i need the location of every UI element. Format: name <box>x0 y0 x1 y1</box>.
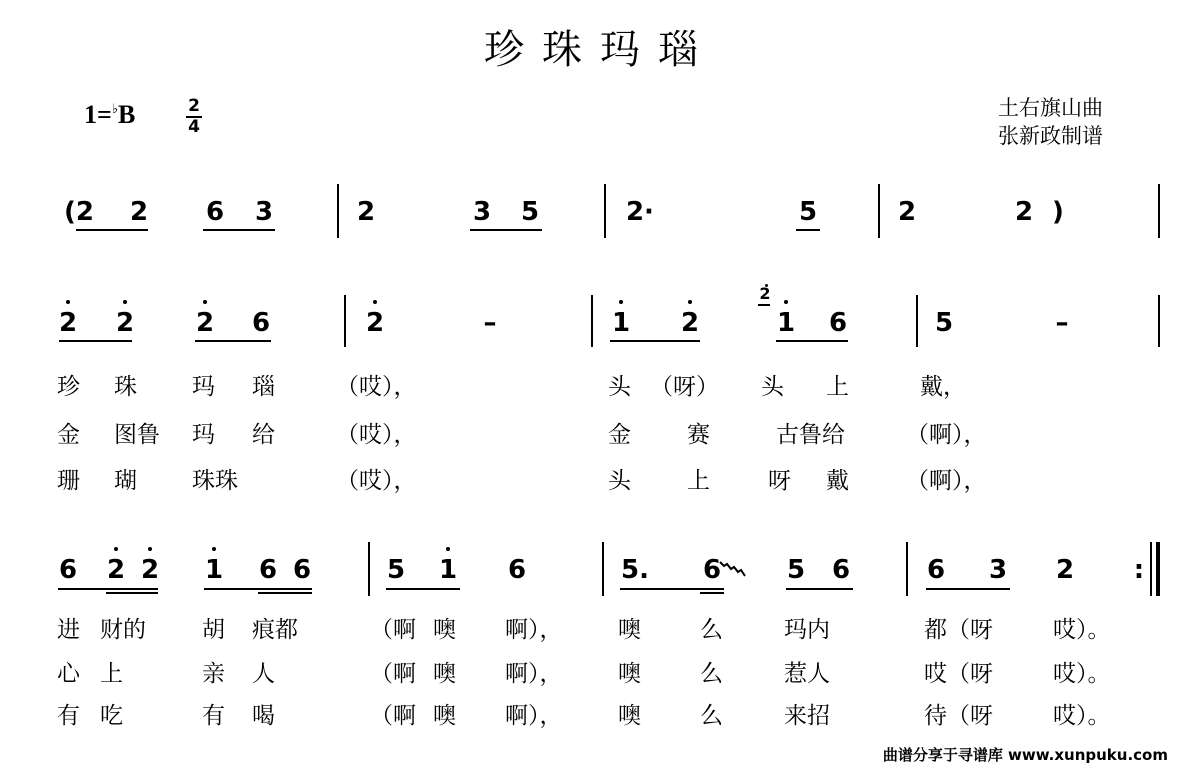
lyric: 啊）， <box>505 617 563 643</box>
lyric: 胡 <box>202 617 225 643</box>
lyric: 图鲁 <box>114 422 160 448</box>
underline-double <box>258 592 312 594</box>
note: 5. <box>621 555 649 585</box>
note: 6 <box>258 555 278 585</box>
lyric: 噢 <box>433 617 456 643</box>
note: 3 <box>254 197 274 227</box>
note: 3 <box>472 197 492 227</box>
lyric: 瑙 <box>252 374 275 400</box>
bar-line <box>368 542 370 596</box>
note: 2 <box>680 308 700 338</box>
note: (2 <box>64 197 94 227</box>
grace-note: 2 <box>759 284 771 303</box>
bar-line <box>1158 184 1160 238</box>
high-dot <box>619 300 623 304</box>
lyric: 玛内 <box>784 617 830 643</box>
lyric: 上 <box>100 661 123 687</box>
high-dot <box>66 300 70 304</box>
lyric: 上 <box>826 374 849 400</box>
high-dot <box>123 300 127 304</box>
lyric: 金 <box>608 422 631 448</box>
note: 2 <box>195 308 215 338</box>
lyric: （哎）， <box>336 374 417 400</box>
note: 6 <box>831 555 851 585</box>
lyric: （呀） <box>650 374 719 400</box>
note: 5 <box>934 308 954 338</box>
note: 2 <box>356 197 376 227</box>
lyric: 珍 <box>57 374 80 400</box>
note: 1 <box>204 555 224 585</box>
underline <box>470 229 542 231</box>
lyric: 啊）， <box>505 661 563 687</box>
lyric: （啊 <box>370 661 416 687</box>
note: 6 <box>58 555 78 585</box>
meter-top: 2 <box>188 96 200 116</box>
note: 5 <box>386 555 406 585</box>
key-note: B <box>117 100 136 129</box>
underline <box>59 340 132 342</box>
lyric: （啊 <box>370 617 416 643</box>
lyric: 珠 <box>114 374 137 400</box>
bar-line <box>906 542 908 596</box>
underline-double <box>106 592 158 594</box>
bar-line <box>337 184 339 238</box>
lyric: 么 <box>700 617 723 643</box>
note: 6 <box>205 197 225 227</box>
grace-underline <box>758 304 770 306</box>
footer-watermark[interactable]: 曲谱分享于寻谱库 www.xunpuku.com <box>882 746 1168 764</box>
lyric: 待（呀 <box>924 703 993 729</box>
underline <box>204 588 312 590</box>
high-dot <box>114 547 118 551</box>
lyric: 噢 <box>618 661 641 687</box>
note: 6 <box>702 555 722 585</box>
note: 6 <box>926 555 946 585</box>
lyric: （啊）， <box>906 422 987 448</box>
note: 2 <box>1055 555 1075 585</box>
high-dot <box>203 300 207 304</box>
underline <box>58 588 158 590</box>
note: 2 <box>140 555 160 585</box>
lyric: 人 <box>252 661 275 687</box>
repeat-bar-thick <box>1156 542 1160 596</box>
glide-mark-icon <box>718 560 748 586</box>
lyric: 来招 <box>784 703 830 729</box>
key-prefix: 1= <box>84 100 112 129</box>
underline <box>610 340 700 342</box>
lyric: 吃 <box>100 703 123 729</box>
underline <box>620 588 724 590</box>
lyric: 瑚 <box>114 468 137 494</box>
note: 2 <box>365 308 385 338</box>
lyric: 给 <box>252 422 275 448</box>
high-dot <box>148 547 152 551</box>
underline <box>203 229 275 231</box>
note: 5 <box>798 197 818 227</box>
lyric: 有 <box>57 703 80 729</box>
lyric: 戴， <box>920 374 966 400</box>
lyric: 么 <box>700 661 723 687</box>
note: 6 <box>828 308 848 338</box>
lyric: 哎）。 <box>1053 617 1111 643</box>
lyric: 都（呀 <box>924 617 993 643</box>
lyric: （哎）， <box>336 422 417 448</box>
note: 6 <box>507 555 527 585</box>
lyric: 上 <box>687 468 710 494</box>
dash: – <box>483 308 497 338</box>
lyric: 头 <box>608 468 631 494</box>
bar-line <box>602 542 604 596</box>
note: 2 <box>129 197 149 227</box>
underline <box>776 340 848 342</box>
note: 1 <box>438 555 458 585</box>
arranger-credit: 张新政制谱 <box>998 124 1103 148</box>
flat-sign: ♭ <box>111 101 118 116</box>
note: 6 <box>292 555 312 585</box>
high-dot <box>212 547 216 551</box>
close-paren: ) <box>1052 197 1064 227</box>
note: 3 <box>988 555 1008 585</box>
lyric: 进 <box>57 617 80 643</box>
bar-line <box>1158 295 1160 347</box>
page-title: 珍珠玛瑙 <box>484 27 716 73</box>
bar-line <box>916 295 918 347</box>
lyric: （哎）， <box>336 468 417 494</box>
lyric: 亲 <box>202 661 225 687</box>
note: 2 <box>106 555 126 585</box>
lyric: （啊 <box>370 703 416 729</box>
high-dot <box>688 300 692 304</box>
meter-bottom: 4 <box>188 117 200 137</box>
lyric: 哎）。 <box>1053 661 1111 687</box>
note: 6 <box>251 308 271 338</box>
lyric: 玛 <box>192 374 215 400</box>
bar-line <box>591 295 593 347</box>
high-dot <box>373 300 377 304</box>
repeat-bar-line <box>1150 542 1152 596</box>
lyric: 噢 <box>433 703 456 729</box>
underline <box>386 588 460 590</box>
lyric: 珊 <box>57 468 80 494</box>
lyric: 有 <box>202 703 225 729</box>
lyric: 惹人 <box>784 661 830 687</box>
note: 2 <box>625 197 645 227</box>
repeat-dots: : <box>1133 555 1145 585</box>
lyric: 赛 <box>687 422 710 448</box>
lyric: 头 <box>761 374 784 400</box>
lyric: 心 <box>57 661 80 687</box>
bar-line <box>878 184 880 238</box>
note: 2 <box>58 308 78 338</box>
lyric: 头 <box>608 374 631 400</box>
lyric: 呀 <box>768 468 791 494</box>
lyric: 珠珠 <box>192 468 238 494</box>
lyric: 啊）， <box>505 703 563 729</box>
note: 1 <box>776 308 796 338</box>
lyric: 古鲁给 <box>776 422 845 448</box>
dash: – <box>1055 308 1069 338</box>
lyric: 噢 <box>433 661 456 687</box>
lyric: 哎）。 <box>1053 703 1111 729</box>
underline-double <box>700 592 724 594</box>
lyric: 哎（呀 <box>924 661 993 687</box>
lyric: 财的 <box>100 617 146 643</box>
lyric: 喝 <box>252 703 275 729</box>
composer-credit: 土右旗山曲 <box>998 96 1103 120</box>
underline <box>76 229 148 231</box>
note: 2 <box>115 308 135 338</box>
high-dot <box>784 300 788 304</box>
underline <box>926 588 1010 590</box>
lyric: 玛 <box>192 422 215 448</box>
time-signature <box>184 98 204 136</box>
underline <box>786 588 853 590</box>
note: 5 <box>520 197 540 227</box>
underline <box>195 340 271 342</box>
lyric: 金 <box>57 422 80 448</box>
underline <box>796 229 820 231</box>
lyric: 噢 <box>618 617 641 643</box>
key-signature <box>84 100 135 130</box>
lyric: （啊）， <box>906 468 987 494</box>
note: 1 <box>611 308 631 338</box>
lyric: 么 <box>700 703 723 729</box>
note: 5 <box>786 555 806 585</box>
high-dot <box>446 547 450 551</box>
lyric: 痕都 <box>252 617 298 643</box>
bar-line <box>604 184 606 238</box>
augmentation-dot: · <box>644 197 654 227</box>
lyric: 戴 <box>826 468 849 494</box>
bar-line <box>344 295 346 347</box>
note: 2 <box>897 197 917 227</box>
lyric: 噢 <box>618 703 641 729</box>
note: 2 <box>1014 197 1034 227</box>
